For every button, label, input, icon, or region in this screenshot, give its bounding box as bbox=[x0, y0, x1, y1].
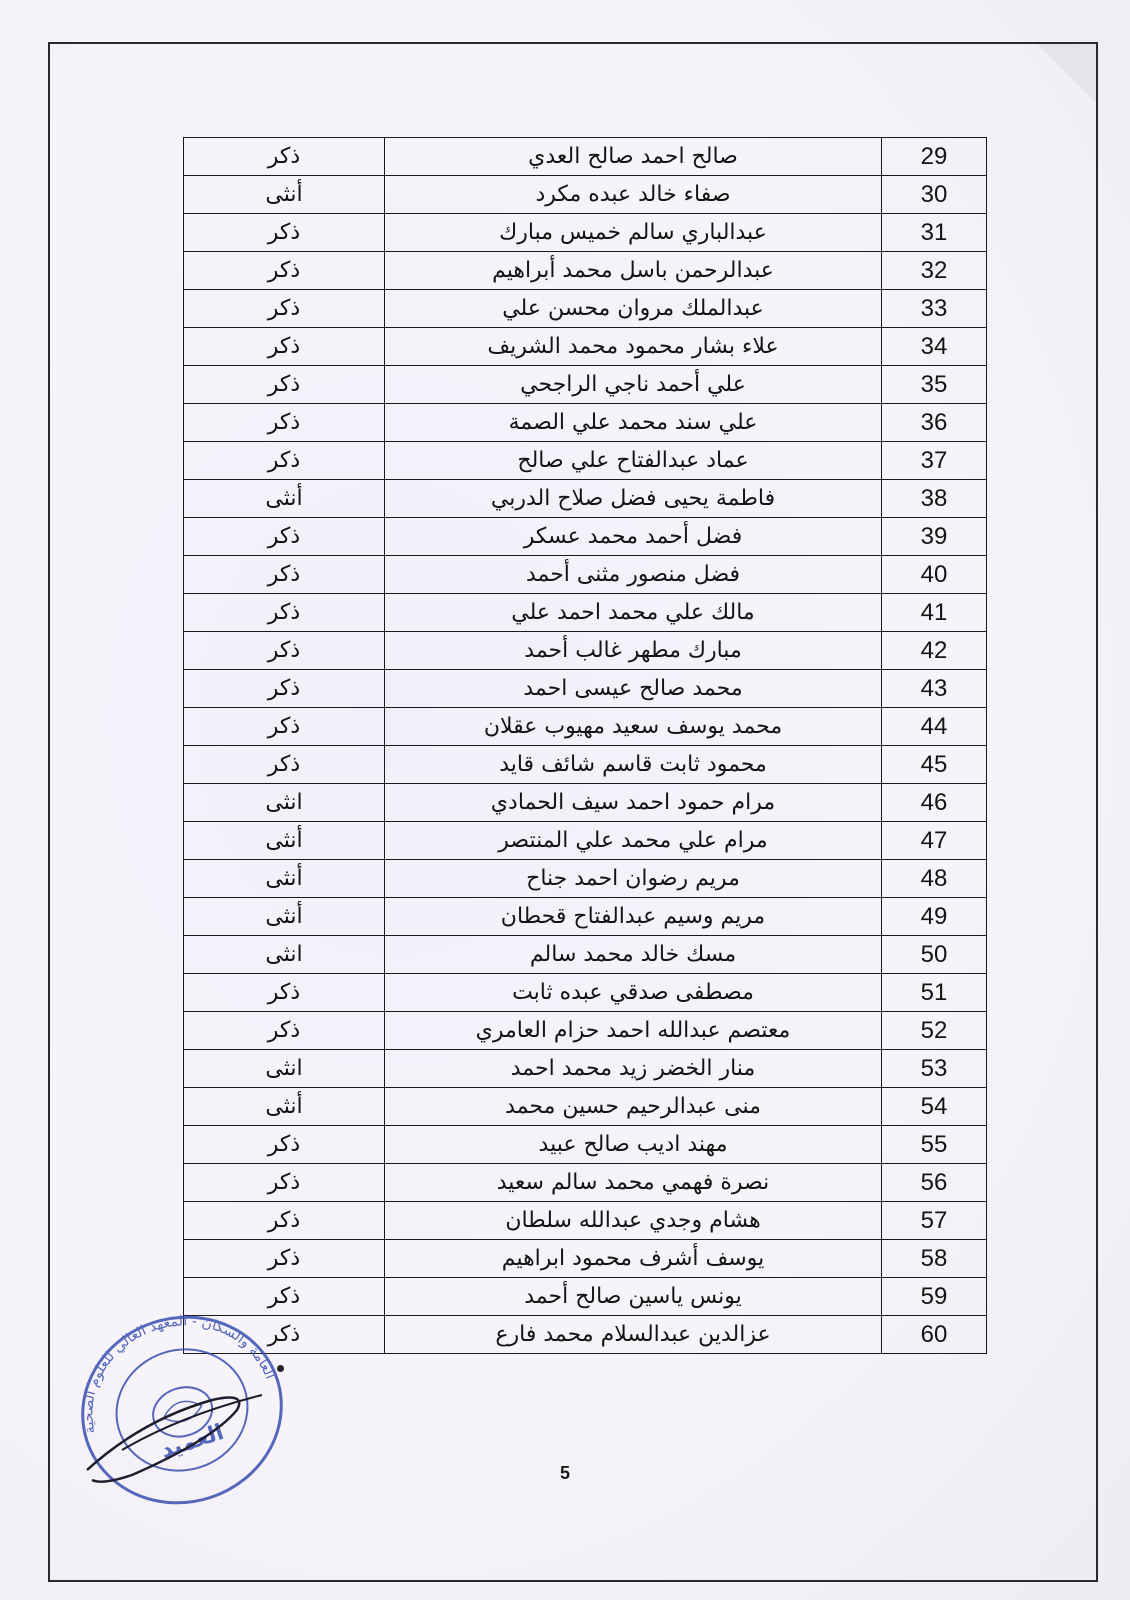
number-cell: 41 bbox=[882, 594, 987, 632]
table-row bbox=[184, 480, 987, 518]
gender-cell: ذكر bbox=[184, 138, 385, 176]
name-cell: عزالدين عبدالسلام محمد فارع bbox=[385, 1316, 882, 1354]
number-cell: 53 bbox=[882, 1050, 987, 1088]
number-cell: 35 bbox=[882, 366, 987, 404]
name-cell: محمد صالح عيسى احمد bbox=[385, 670, 882, 708]
table-row bbox=[184, 936, 987, 974]
number-cell: 37 bbox=[882, 442, 987, 480]
table-row bbox=[184, 366, 987, 404]
name-cell: منى عبدالرحيم حسين محمد bbox=[385, 1088, 882, 1126]
number-cell: 42 bbox=[882, 632, 987, 670]
gender-cell: أنثى bbox=[184, 176, 385, 214]
number-cell: 48 bbox=[882, 860, 987, 898]
name-cell: معتصم عبدالله احمد حزام العامري bbox=[385, 1012, 882, 1050]
name-cell: عبدالملك مروان محسن علي bbox=[385, 290, 882, 328]
gender-cell: ذكر bbox=[184, 1240, 385, 1278]
number-cell: 32 bbox=[882, 252, 987, 290]
gender-cell: ذكر bbox=[184, 290, 385, 328]
number-cell: 31 bbox=[882, 214, 987, 252]
name-cell: منار الخضر زيد محمد احمد bbox=[385, 1050, 882, 1088]
name-cell: صالح احمد صالح العدي bbox=[385, 138, 882, 176]
table-row bbox=[184, 1316, 987, 1354]
table-row bbox=[184, 290, 987, 328]
table-row bbox=[184, 898, 987, 936]
table-row bbox=[184, 214, 987, 252]
gender-cell: ذكر bbox=[184, 442, 385, 480]
stamp-ring-text: العامة والسكان - المعهد العالي للعلوم الصحية bbox=[80, 1313, 279, 1436]
gender-cell: ذكر bbox=[184, 214, 385, 252]
name-cell: عبدالباري سالم خميس مبارك bbox=[385, 214, 882, 252]
number-cell: 56 bbox=[882, 1164, 987, 1202]
name-cell: مرام علي محمد علي المنتصر bbox=[385, 822, 882, 860]
gender-cell: أنثى bbox=[184, 480, 385, 518]
name-cell: محمود ثابت قاسم شائف قايد bbox=[385, 746, 882, 784]
name-cell: فضل أحمد محمد عسكر bbox=[385, 518, 882, 556]
gender-cell: أنثى bbox=[184, 1088, 385, 1126]
gender-cell: ذكر bbox=[184, 518, 385, 556]
name-cell: محمد يوسف سعيد مهيوب عقلان bbox=[385, 708, 882, 746]
number-cell: 29 bbox=[882, 138, 987, 176]
gender-cell: ذكر bbox=[184, 1164, 385, 1202]
name-cell: مسك خالد محمد سالم bbox=[385, 936, 882, 974]
gender-cell: أنثى bbox=[184, 860, 385, 898]
number-cell: 38 bbox=[882, 480, 987, 518]
table-row bbox=[184, 1278, 987, 1316]
name-cell: مريم رضوان احمد جناح bbox=[385, 860, 882, 898]
gender-cell: ذكر bbox=[184, 1316, 385, 1354]
stamp-center-text: العميد bbox=[157, 1419, 227, 1464]
number-cell: 58 bbox=[882, 1240, 987, 1278]
table-row bbox=[184, 252, 987, 290]
page-number: 5 bbox=[559, 1463, 570, 1483]
table-row bbox=[184, 1202, 987, 1240]
number-cell: 55 bbox=[882, 1126, 987, 1164]
table-row bbox=[184, 176, 987, 214]
table-row bbox=[184, 632, 987, 670]
number-cell: 50 bbox=[882, 936, 987, 974]
name-cell: علي أحمد ناجي الراجحي bbox=[385, 366, 882, 404]
gender-cell: انثى bbox=[184, 784, 385, 822]
name-cell: علاء بشار محمود محمد الشريف bbox=[385, 328, 882, 366]
number-cell: 43 bbox=[882, 670, 987, 708]
number-cell: 44 bbox=[882, 708, 987, 746]
gender-cell: ذكر bbox=[184, 328, 385, 366]
gender-cell: ذكر bbox=[184, 708, 385, 746]
table-row bbox=[184, 556, 987, 594]
gender-cell: ذكر bbox=[184, 404, 385, 442]
number-cell: 51 bbox=[882, 974, 987, 1012]
roster-body bbox=[184, 138, 987, 1354]
name-cell: مرام حمود احمد سيف الحمادي bbox=[385, 784, 882, 822]
folded-corner bbox=[1036, 44, 1096, 104]
gender-cell: ذكر bbox=[184, 1202, 385, 1240]
gender-cell: ذكر bbox=[184, 366, 385, 404]
number-cell: 36 bbox=[882, 404, 987, 442]
gender-cell: أنثى bbox=[184, 822, 385, 860]
number-cell: 40 bbox=[882, 556, 987, 594]
number-cell: 59 bbox=[882, 1278, 987, 1316]
table-row bbox=[184, 670, 987, 708]
table-row bbox=[184, 1240, 987, 1278]
name-cell: فضل منصور مثنى أحمد bbox=[385, 556, 882, 594]
table-row bbox=[184, 746, 987, 784]
name-cell: مبارك مطهر غالب أحمد bbox=[385, 632, 882, 670]
table-row bbox=[184, 974, 987, 1012]
table-row bbox=[184, 138, 987, 176]
number-cell: 33 bbox=[882, 290, 987, 328]
number-cell: 54 bbox=[882, 1088, 987, 1126]
gender-cell: ذكر bbox=[184, 1012, 385, 1050]
name-cell: مريم وسيم عبدالفتاح قحطان bbox=[385, 898, 882, 936]
name-cell: عماد عبدالفتاح علي صالح bbox=[385, 442, 882, 480]
table-row bbox=[184, 708, 987, 746]
name-cell: يونس ياسين صالح أحمد bbox=[385, 1278, 882, 1316]
table-row bbox=[184, 442, 987, 480]
name-cell: هشام وجدي عبدالله سلطان bbox=[385, 1202, 882, 1240]
gender-cell: انثى bbox=[184, 936, 385, 974]
table-row bbox=[184, 518, 987, 556]
number-cell: 52 bbox=[882, 1012, 987, 1050]
number-cell: 34 bbox=[882, 328, 987, 366]
gender-cell: أنثى bbox=[184, 898, 385, 936]
gender-cell: ذكر bbox=[184, 670, 385, 708]
number-cell: 57 bbox=[882, 1202, 987, 1240]
table-row bbox=[184, 1164, 987, 1202]
gender-cell: انثى bbox=[184, 1050, 385, 1088]
name-cell: مالك علي محمد احمد علي bbox=[385, 594, 882, 632]
table-row bbox=[184, 404, 987, 442]
table-row bbox=[184, 822, 987, 860]
gender-cell: ذكر bbox=[184, 632, 385, 670]
gender-cell: ذكر bbox=[184, 746, 385, 784]
name-cell: علي سند محمد علي الصمة bbox=[385, 404, 882, 442]
table-row bbox=[184, 1126, 987, 1164]
name-cell: عبدالرحمن باسل محمد أبراهيم bbox=[385, 252, 882, 290]
table-row bbox=[184, 328, 987, 366]
name-cell: يوسف أشرف محمود ابراهيم bbox=[385, 1240, 882, 1278]
number-cell: 39 bbox=[882, 518, 987, 556]
name-cell: صفاء خالد عبده مكرد bbox=[385, 176, 882, 214]
gender-cell: ذكر bbox=[184, 556, 385, 594]
name-cell: نصرة فهمي محمد سالم سعيد bbox=[385, 1164, 882, 1202]
number-cell: 45 bbox=[882, 746, 987, 784]
name-cell: مهند اديب صالح عبيد bbox=[385, 1126, 882, 1164]
table-row bbox=[184, 784, 987, 822]
gender-cell: ذكر bbox=[184, 974, 385, 1012]
table-row bbox=[184, 860, 987, 898]
gender-cell: ذكر bbox=[184, 594, 385, 632]
number-cell: 30 bbox=[882, 176, 987, 214]
official-stamp bbox=[62, 1300, 302, 1515]
number-cell: 60 bbox=[882, 1316, 987, 1354]
table-row bbox=[184, 1088, 987, 1126]
table-row bbox=[184, 1012, 987, 1050]
name-cell: مصطفى صدقي عبده ثابت bbox=[385, 974, 882, 1012]
number-cell: 46 bbox=[882, 784, 987, 822]
table-row bbox=[184, 1050, 987, 1088]
table-row bbox=[184, 594, 987, 632]
number-cell: 47 bbox=[882, 822, 987, 860]
number-cell: 49 bbox=[882, 898, 987, 936]
gender-cell: ذكر bbox=[184, 252, 385, 290]
gender-cell: ذكر bbox=[184, 1278, 385, 1316]
gender-cell: ذكر bbox=[184, 1126, 385, 1164]
name-cell: فاطمة يحيى فضل صلاح الدربي bbox=[385, 480, 882, 518]
student-roster-table bbox=[183, 137, 987, 1354]
